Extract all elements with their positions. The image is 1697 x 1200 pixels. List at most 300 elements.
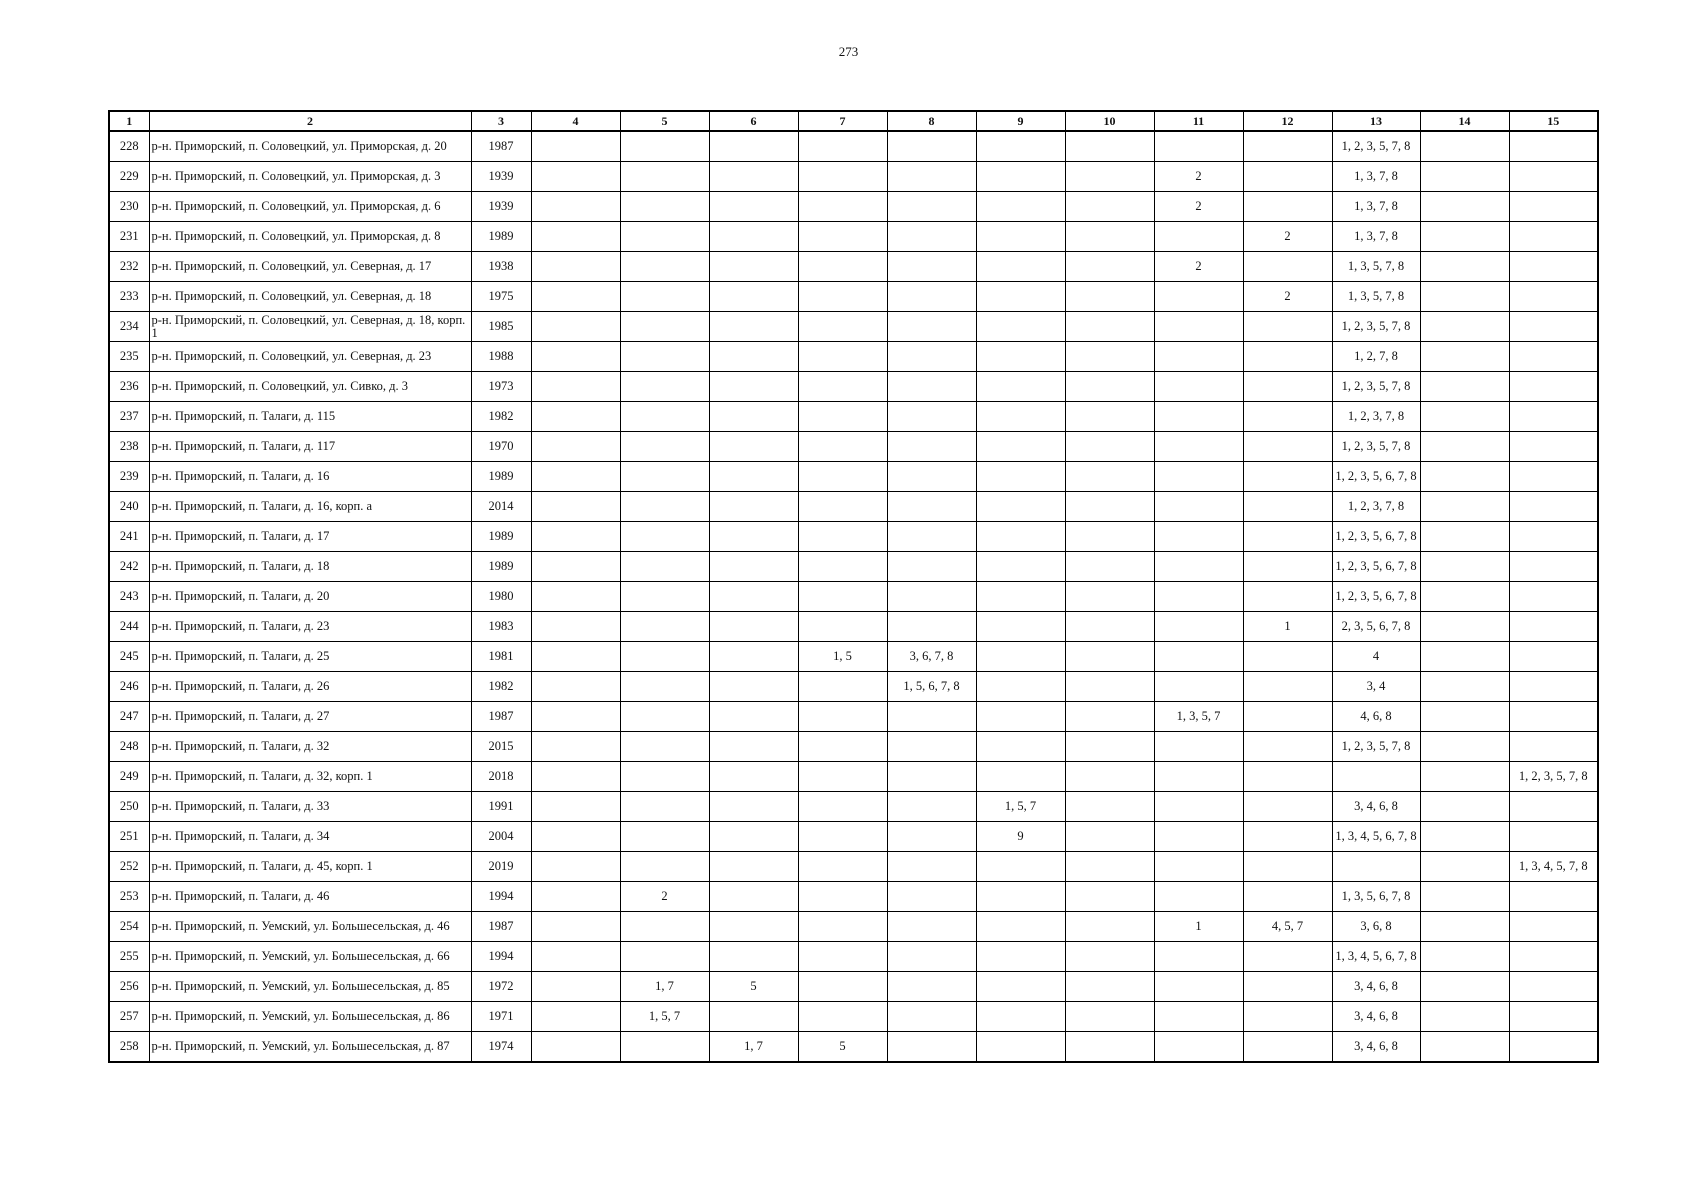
year-cell: 1970 xyxy=(471,432,531,462)
table-cell xyxy=(620,1032,709,1063)
column-header-11: 11 xyxy=(1154,111,1243,131)
table-cell xyxy=(1154,612,1243,642)
year-cell: 1994 xyxy=(471,882,531,912)
table-cell xyxy=(1509,492,1598,522)
table-cell xyxy=(620,131,709,162)
table-cell xyxy=(1420,942,1509,972)
year-cell: 1971 xyxy=(471,1002,531,1032)
table-cell xyxy=(1509,582,1598,612)
row-number-cell: 257 xyxy=(109,1002,149,1032)
table-cell xyxy=(531,552,620,582)
year-cell: 1972 xyxy=(471,972,531,1002)
table-cell xyxy=(1509,672,1598,702)
table-cell xyxy=(887,342,976,372)
table-cell xyxy=(531,492,620,522)
table-cell xyxy=(709,762,798,792)
table-cell: 1, 2, 3, 7, 8 xyxy=(1332,492,1420,522)
table-cell xyxy=(1509,402,1598,432)
table-cell xyxy=(976,402,1065,432)
row-number-cell: 244 xyxy=(109,612,149,642)
table-cell xyxy=(531,222,620,252)
table-cell xyxy=(1509,1002,1598,1032)
table-cell xyxy=(1420,702,1509,732)
table-cell xyxy=(1243,972,1332,1002)
address-cell: р-н. Приморский, п. Соловецкий, ул. Приморская, д. 6 xyxy=(149,192,471,222)
address-cell: р-н. Приморский, п. Талаги, д. 46 xyxy=(149,882,471,912)
year-cell: 1987 xyxy=(471,702,531,732)
table-cell xyxy=(1420,912,1509,942)
table-cell xyxy=(709,432,798,462)
table-cell xyxy=(798,462,887,492)
table-cell xyxy=(1509,612,1598,642)
address-cell: р-н. Приморский, п. Уемский, ул. Большесельская, д. 66 xyxy=(149,942,471,972)
table-cell: 1 xyxy=(1154,912,1243,942)
table-cell xyxy=(1243,522,1332,552)
table-cell xyxy=(1509,702,1598,732)
table-cell: 1, 5, 7 xyxy=(976,792,1065,822)
table-cell xyxy=(976,432,1065,462)
table-cell xyxy=(1154,792,1243,822)
table-cell xyxy=(798,822,887,852)
table-cell xyxy=(709,582,798,612)
table-cell xyxy=(1420,582,1509,612)
table-cell xyxy=(976,612,1065,642)
table-cell xyxy=(1154,642,1243,672)
table-cell xyxy=(620,252,709,282)
table-cell xyxy=(531,192,620,222)
table-cell xyxy=(620,612,709,642)
row-number-cell: 238 xyxy=(109,432,149,462)
table-cell xyxy=(1420,162,1509,192)
row-number-cell: 231 xyxy=(109,222,149,252)
table-cell xyxy=(1243,192,1332,222)
table-cell: 2 xyxy=(1243,222,1332,252)
table-cell xyxy=(1065,252,1154,282)
table-cell xyxy=(531,131,620,162)
table-cell xyxy=(531,942,620,972)
table-cell xyxy=(1243,1032,1332,1063)
table-cell xyxy=(1154,732,1243,762)
table-cell xyxy=(1509,552,1598,582)
table-cell: 1, 3, 4, 5, 6, 7, 8 xyxy=(1332,942,1420,972)
table-cell: 2 xyxy=(1154,192,1243,222)
row-number-cell: 242 xyxy=(109,552,149,582)
table-cell xyxy=(1243,852,1332,882)
table-cell: 1, 2, 3, 5, 7, 8 xyxy=(1332,372,1420,402)
table-cell xyxy=(798,582,887,612)
column-header-8: 8 xyxy=(887,111,976,131)
table-cell xyxy=(1243,131,1332,162)
table-cell xyxy=(1243,792,1332,822)
table-cell xyxy=(976,1032,1065,1063)
table-cell xyxy=(620,522,709,552)
table-cell xyxy=(620,162,709,192)
table-cell xyxy=(887,822,976,852)
table-cell xyxy=(531,522,620,552)
table-cell xyxy=(709,162,798,192)
column-header-3: 3 xyxy=(471,111,531,131)
table-cell xyxy=(1065,462,1154,492)
table-cell xyxy=(798,162,887,192)
table-cell xyxy=(887,312,976,342)
table-cell xyxy=(1154,882,1243,912)
table-row xyxy=(109,282,1598,312)
table-row xyxy=(109,672,1598,702)
table-row xyxy=(109,492,1598,522)
table-cell xyxy=(798,1002,887,1032)
table-cell: 9 xyxy=(976,822,1065,852)
table-cell xyxy=(798,552,887,582)
table-row xyxy=(109,732,1598,762)
table-row xyxy=(109,822,1598,852)
table-cell xyxy=(798,942,887,972)
table-cell xyxy=(1509,792,1598,822)
table-cell: 1, 3, 4, 5, 7, 8 xyxy=(1509,852,1598,882)
table-cell xyxy=(887,552,976,582)
table-cell xyxy=(798,372,887,402)
table-cell xyxy=(1420,192,1509,222)
table-body xyxy=(109,131,1598,1062)
table-cell xyxy=(1420,732,1509,762)
row-number-cell: 236 xyxy=(109,372,149,402)
row-number-cell: 228 xyxy=(109,131,149,162)
table-cell xyxy=(1065,372,1154,402)
table-cell xyxy=(887,702,976,732)
table-cell xyxy=(976,192,1065,222)
table-cell xyxy=(709,282,798,312)
table-row xyxy=(109,1002,1598,1032)
table-cell xyxy=(1065,642,1154,672)
table-cell xyxy=(709,912,798,942)
table-cell xyxy=(531,702,620,732)
table-cell xyxy=(1065,912,1154,942)
table-cell xyxy=(1243,882,1332,912)
table-row xyxy=(109,612,1598,642)
table-row xyxy=(109,312,1598,342)
table-cell xyxy=(1065,222,1154,252)
table-cell xyxy=(887,432,976,462)
table-cell: 3, 4, 6, 8 xyxy=(1332,1032,1420,1063)
table-cell xyxy=(709,252,798,282)
table-cell xyxy=(1509,882,1598,912)
table-cell xyxy=(1243,702,1332,732)
table-cell xyxy=(1065,822,1154,852)
table-cell xyxy=(798,252,887,282)
table-row xyxy=(109,432,1598,462)
address-cell: р-н. Приморский, п. Талаги, д. 26 xyxy=(149,672,471,702)
table-cell xyxy=(709,942,798,972)
table-cell xyxy=(1154,312,1243,342)
table-cell xyxy=(620,372,709,402)
row-number-cell: 255 xyxy=(109,942,149,972)
table-cell xyxy=(1243,552,1332,582)
table-cell xyxy=(1065,882,1154,912)
address-cell: р-н. Приморский, п. Талаги, д. 25 xyxy=(149,642,471,672)
year-cell: 1981 xyxy=(471,642,531,672)
row-number-cell: 243 xyxy=(109,582,149,612)
table-cell: 1, 3, 7, 8 xyxy=(1332,222,1420,252)
table-cell xyxy=(620,732,709,762)
table-cell xyxy=(1420,462,1509,492)
table-cell xyxy=(976,222,1065,252)
table-cell xyxy=(709,312,798,342)
table-cell xyxy=(887,192,976,222)
row-number-cell: 247 xyxy=(109,702,149,732)
table-row xyxy=(109,792,1598,822)
table-cell: 1, 5, 6, 7, 8 xyxy=(887,672,976,702)
table-cell xyxy=(1420,972,1509,1002)
table-cell: 3, 4, 6, 8 xyxy=(1332,972,1420,1002)
address-cell: р-н. Приморский, п. Талаги, д. 18 xyxy=(149,552,471,582)
table-cell xyxy=(1243,432,1332,462)
table-cell xyxy=(531,402,620,432)
table-cell xyxy=(887,852,976,882)
table-row xyxy=(109,342,1598,372)
table-cell xyxy=(887,162,976,192)
row-number-cell: 249 xyxy=(109,762,149,792)
table-cell xyxy=(976,732,1065,762)
year-cell: 2014 xyxy=(471,492,531,522)
row-number-cell: 248 xyxy=(109,732,149,762)
address-cell: р-н. Приморский, п. Талаги, д. 45, корп. 1 xyxy=(149,852,471,882)
table-cell xyxy=(1065,192,1154,222)
table-cell xyxy=(798,492,887,522)
table-cell xyxy=(1154,852,1243,882)
table-cell xyxy=(1509,462,1598,492)
table-cell xyxy=(1065,402,1154,432)
table-cell xyxy=(1420,642,1509,672)
table-cell: 3, 4, 6, 8 xyxy=(1332,792,1420,822)
year-cell: 1989 xyxy=(471,222,531,252)
table-cell xyxy=(709,612,798,642)
table-cell xyxy=(709,672,798,702)
table-cell xyxy=(1420,522,1509,552)
table-row xyxy=(109,462,1598,492)
table-cell: 2 xyxy=(1243,282,1332,312)
table-cell xyxy=(620,672,709,702)
table-row xyxy=(109,162,1598,192)
table-cell xyxy=(1154,372,1243,402)
table-cell xyxy=(887,252,976,282)
table-cell xyxy=(1420,402,1509,432)
table-cell xyxy=(620,312,709,342)
row-number-cell: 253 xyxy=(109,882,149,912)
table-cell xyxy=(976,672,1065,702)
table-cell xyxy=(887,1002,976,1032)
table-cell xyxy=(709,1002,798,1032)
table-cell xyxy=(531,342,620,372)
table-cell: 1, 3, 7, 8 xyxy=(1332,192,1420,222)
table-cell xyxy=(1243,372,1332,402)
column-header-4: 4 xyxy=(531,111,620,131)
year-cell: 1939 xyxy=(471,192,531,222)
address-cell: р-н. Приморский, п. Уемский, ул. Большесельская, д. 85 xyxy=(149,972,471,1002)
table-cell xyxy=(620,762,709,792)
table-cell xyxy=(531,252,620,282)
year-cell: 1973 xyxy=(471,372,531,402)
table-cell: 1, 2, 3, 5, 6, 7, 8 xyxy=(1332,552,1420,582)
table-cell xyxy=(531,282,620,312)
table-cell xyxy=(1065,702,1154,732)
table-row xyxy=(109,912,1598,942)
table-cell xyxy=(976,342,1065,372)
table-cell xyxy=(798,282,887,312)
table-cell xyxy=(1154,492,1243,522)
table-cell xyxy=(709,642,798,672)
table-row xyxy=(109,552,1598,582)
table-cell xyxy=(1420,552,1509,582)
year-cell: 2015 xyxy=(471,732,531,762)
table-row xyxy=(109,642,1598,672)
column-header-1: 1 xyxy=(109,111,149,131)
table-cell xyxy=(1509,252,1598,282)
table-cell xyxy=(887,762,976,792)
table-cell: 1, 3, 4, 5, 6, 7, 8 xyxy=(1332,822,1420,852)
table-cell xyxy=(1420,282,1509,312)
table-cell xyxy=(1154,942,1243,972)
column-header-7: 7 xyxy=(798,111,887,131)
table-cell xyxy=(1332,762,1420,792)
table-cell xyxy=(531,162,620,192)
table-cell: 3, 4, 6, 8 xyxy=(1332,1002,1420,1032)
table-cell xyxy=(1065,792,1154,822)
table-cell xyxy=(620,492,709,522)
table-cell xyxy=(1154,1032,1243,1063)
year-cell: 1982 xyxy=(471,672,531,702)
row-number-cell: 235 xyxy=(109,342,149,372)
table-cell: 1 xyxy=(1243,612,1332,642)
table-cell: 2, 3, 5, 6, 7, 8 xyxy=(1332,612,1420,642)
table-cell xyxy=(1509,192,1598,222)
table-cell: 4, 5, 7 xyxy=(1243,912,1332,942)
table-cell xyxy=(620,942,709,972)
table-cell xyxy=(1243,942,1332,972)
column-header-15: 15 xyxy=(1509,111,1598,131)
table-cell xyxy=(887,882,976,912)
year-cell: 1987 xyxy=(471,131,531,162)
table-cell xyxy=(1420,312,1509,342)
address-cell: р-н. Приморский, п. Талаги, д. 33 xyxy=(149,792,471,822)
table-cell xyxy=(531,732,620,762)
table-cell: 1, 5 xyxy=(798,642,887,672)
row-number-cell: 252 xyxy=(109,852,149,882)
table-cell xyxy=(887,972,976,1002)
table-cell xyxy=(620,552,709,582)
table-cell xyxy=(709,732,798,762)
table-cell xyxy=(1509,972,1598,1002)
table-cell xyxy=(1154,582,1243,612)
row-number-cell: 234 xyxy=(109,312,149,342)
table-cell xyxy=(976,252,1065,282)
table-cell xyxy=(620,462,709,492)
table-cell xyxy=(976,522,1065,552)
table-cell: 4, 6, 8 xyxy=(1332,702,1420,732)
column-header-2: 2 xyxy=(149,111,471,131)
table-cell xyxy=(887,792,976,822)
row-number-cell: 237 xyxy=(109,402,149,432)
table-cell xyxy=(1065,282,1154,312)
address-cell: р-н. Приморский, п. Соловецкий, ул. Северная, д. 18, корп. 1 xyxy=(149,312,471,342)
table-cell xyxy=(1065,522,1154,552)
table-cell: 1, 7 xyxy=(709,1032,798,1063)
year-cell: 1975 xyxy=(471,282,531,312)
table-cell xyxy=(1420,762,1509,792)
table-cell xyxy=(709,222,798,252)
table-cell xyxy=(798,972,887,1002)
table-cell xyxy=(798,702,887,732)
table-row xyxy=(109,852,1598,882)
row-number-cell: 254 xyxy=(109,912,149,942)
table-cell xyxy=(1509,432,1598,462)
table-cell xyxy=(709,492,798,522)
table-cell xyxy=(1420,1002,1509,1032)
table-cell xyxy=(976,762,1065,792)
table-cell xyxy=(1065,162,1154,192)
table-row xyxy=(109,522,1598,552)
table-cell xyxy=(976,462,1065,492)
housing-register-table xyxy=(108,110,1599,1063)
address-cell: р-н. Приморский, п. Талаги, д. 32, корп. 1 xyxy=(149,762,471,792)
table-row xyxy=(109,192,1598,222)
table-cell: 1, 2, 3, 5, 7, 8 xyxy=(1509,762,1598,792)
table-cell xyxy=(709,462,798,492)
table-cell xyxy=(798,222,887,252)
table-cell: 1, 2, 3, 5, 7, 8 xyxy=(1332,131,1420,162)
table-cell xyxy=(798,612,887,642)
table-cell xyxy=(887,282,976,312)
year-cell: 1989 xyxy=(471,462,531,492)
table-cell xyxy=(1509,312,1598,342)
table-cell xyxy=(531,1002,620,1032)
table-cell xyxy=(709,882,798,912)
table-cell xyxy=(709,402,798,432)
row-number-cell: 245 xyxy=(109,642,149,672)
row-number-cell: 246 xyxy=(109,672,149,702)
table-cell xyxy=(976,942,1065,972)
table-cell xyxy=(1243,582,1332,612)
table-cell xyxy=(620,912,709,942)
table-cell xyxy=(887,1032,976,1063)
table-cell xyxy=(887,522,976,552)
table-cell: 3, 6, 7, 8 xyxy=(887,642,976,672)
table-cell xyxy=(1420,372,1509,402)
table-cell xyxy=(1243,252,1332,282)
table-cell xyxy=(1154,282,1243,312)
table-cell xyxy=(976,582,1065,612)
column-header-5: 5 xyxy=(620,111,709,131)
table-cell xyxy=(1509,372,1598,402)
year-cell: 1982 xyxy=(471,402,531,432)
table-cell xyxy=(976,852,1065,882)
address-cell: р-н. Приморский, п. Уемский, ул. Большесельская, д. 87 xyxy=(149,1032,471,1063)
table-cell xyxy=(1420,822,1509,852)
table-cell xyxy=(887,492,976,522)
table-cell xyxy=(531,582,620,612)
table-cell xyxy=(1420,131,1509,162)
table-row xyxy=(109,222,1598,252)
table-cell xyxy=(709,372,798,402)
table-cell xyxy=(709,522,798,552)
table-cell xyxy=(620,792,709,822)
table-cell xyxy=(1243,342,1332,372)
table-cell xyxy=(887,222,976,252)
table-cell xyxy=(620,222,709,252)
row-number-cell: 251 xyxy=(109,822,149,852)
table-cell xyxy=(798,342,887,372)
address-cell: р-н. Приморский, п. Талаги, д. 117 xyxy=(149,432,471,462)
table-cell: 5 xyxy=(798,1032,887,1063)
table-cell xyxy=(976,312,1065,342)
